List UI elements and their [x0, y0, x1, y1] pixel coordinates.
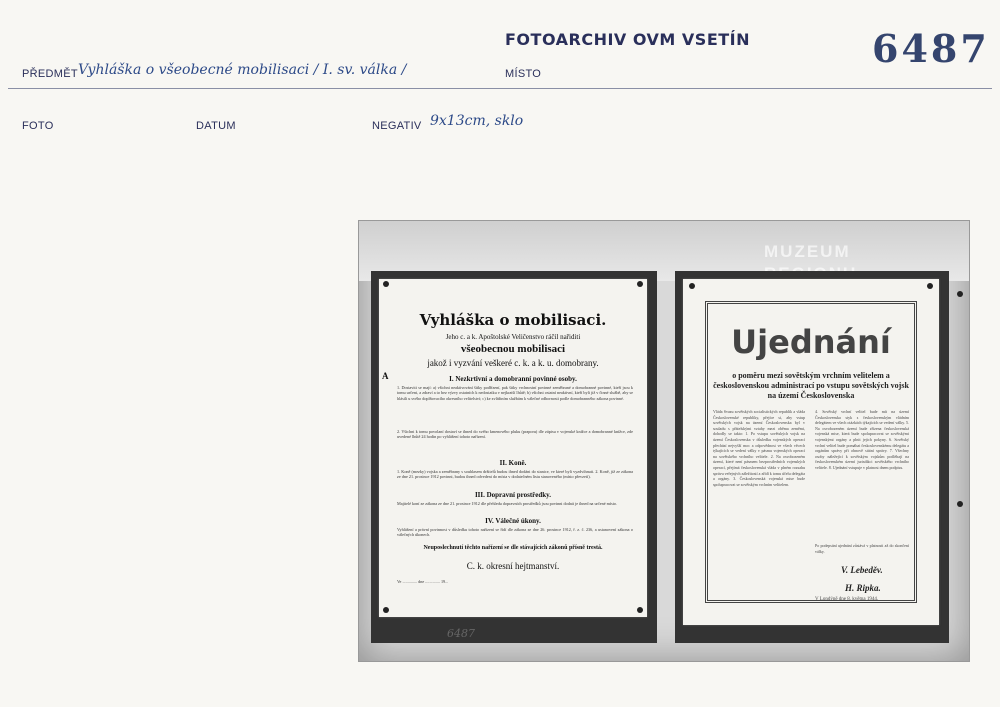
- header-divider: [8, 88, 992, 89]
- poster-column: Vláda Svazu sovětských socialistických republik a vláda Československé republiky, přejíce si, aby vstup sovětských vojsk na území Československa byl v souladu s přátelskými vztahy mezi oběma zeměmi, dohodly se takto: 1. Po vstupu sovětských vojsk na území Československa v důsledku vojenských operací přechází nejvyšší moc a odpovědnost ve všech věcech týkajících se vedení války v pásmu vojenských operací na sovětského vrchního velitele. 2. Na osvobozeném území, které není pásmem bezprostředních vojenských operací, přejímá československá vláda v plném rozsahu správu veřejných záležitostí a zřídí k tomu účelu delegáta a orgány. 3. Československá vojenská mise bude spolupracovat se sovětským vrchním velitelem.: [713, 409, 805, 487]
- poster-section-heading: II. Koně.: [499, 459, 527, 467]
- label-foto: FOTO: [22, 120, 54, 132]
- poster-section-heading: I. Nezkrtivní a domobranní povinné osoby.: [449, 375, 577, 383]
- poster-body-text: Majitelé koní ze zákona ze dne 21. prosince 1912 dle přehledu dopravních prostředků jsou povinni dodati je ihned na určené místo.: [397, 501, 618, 506]
- place-date: V Londýně dne 8. května 1944.: [815, 597, 879, 602]
- pin: [383, 281, 389, 287]
- archival-photo: [358, 220, 970, 662]
- handwritten-subject: Vyhláška o všeobecné mobilisaci / I. sv. válka /: [78, 62, 407, 78]
- poster-authority: C. k. okresní hejtmanství.: [466, 561, 560, 571]
- photo-handwritten-number: 6487: [447, 627, 475, 640]
- poster-line: Jeho c. a k. Apoštolské Veličenstvo ráčil nařiditi: [445, 333, 581, 341]
- poster-subtitle: o poměru mezi sovětským vrchním velitelem a československou administrací po vstupu sovětských vojsk na území Československa: [713, 371, 909, 400]
- poster-body-text: Vyhlášení a právní povinnost v důsledku tohoto nařízení se řídí dle zákona ze dne 26. prosince 1912, ř. z. č. 236, a ustanovení zákona o válečných úkonech.: [397, 527, 633, 538]
- pin: [927, 283, 933, 289]
- label-misto: MÍSTO: [505, 68, 542, 80]
- poster-body-text: 1. Dostaviti se mají: a) všichni neaktivování šitky podřízení, pak šitky vrchnostní povinné zeměbrané a domobranné povinné, kteří jsou k tomu určeni, a zdraví a to bez výzvy ostatních k nedostatku v nejkratší lhůtě; b) všichni ostatní neaktivní, kteří byli již v činné službě, aby se hlásili u svého doplňovacího okresního velitelství; c) ke zvláštním službám k válečné odbornosti podle domobranného zákona povinné.: [397, 385, 633, 401]
- archive-title: FOTOARCHIV OVM VSETÍN: [505, 30, 750, 49]
- poster-date-line: Ve .............. dne .............. 19...: [397, 579, 449, 584]
- label-negativ: NEGATIV: [372, 120, 422, 132]
- signature: H. Ripka.: [845, 583, 881, 593]
- poster-title: Vyhláška o mobilisaci.: [419, 311, 607, 329]
- poster-column: 4. Sovětský vrchní velitel bude mít na území Československa styk s československým vládním delegátem ve všech otázkách týkajících se vedení války. 5. Na osvobozeném území bude zřízena československá vojenská mise, která bude spolupracovat se sovětskými vojenskými orgány a plnit jejich pokyny. 6. Sovětský vrchní velitel bude pomáhat československému delegátu a orgánům správy při obnově státní správy. 7. Všechny osoby náležející k sovětským vojskům podléhají na československém území jurisdikci sovětského vrchního velitele. 8. Ujednání vstupuje v platnost dnem podpisu.: [815, 409, 909, 470]
- pin: [637, 607, 643, 613]
- watermark-line: MUZEUM: [764, 242, 851, 261]
- pin: [957, 501, 963, 507]
- poster-section-heading: IV. Válečné úkony.: [485, 517, 541, 525]
- label-datum: DATUM: [196, 120, 236, 132]
- poster-agreement: [683, 279, 939, 625]
- handwritten-negative: 9x13cm, sklo: [430, 113, 524, 129]
- pin: [637, 281, 643, 287]
- pin: [383, 607, 389, 613]
- catalog-number: 6487: [872, 26, 990, 71]
- signature: V. Lebeděv.: [841, 565, 883, 575]
- poster-body-text: 1. Koně (mezky) vojska a zeměbrany s souhlasem držitelů budou ihned dodáni do stanice, ve které byli vyzdvihnuti. 2. Koně, již ze zákona ze dne 21. prosince 1912 povinni, budou ihned odvedeni do místa v dodatečném listu stanoveného (místo převzetí).: [397, 469, 633, 480]
- poster-headline: všeobecnou mobilisaci: [460, 343, 566, 355]
- poster-warning: Neuposlechnutí těchto nařízení se dle stávajících zákonů přísně trestá.: [423, 545, 603, 551]
- poster-mobilisation: [379, 279, 647, 617]
- poster-section-heading: III. Dopravní prostředky.: [474, 491, 552, 499]
- pin: [957, 291, 963, 297]
- poster-body-text: 2. Všichni k tomu povolaní dostaví se ihned do svého kmenového pluku (praporu) dle zápisu v vojenské knížce a domobranné knížce, zde uvedené lhůtě 24 hodin po vyhlášení tohoto nařízení.: [397, 429, 633, 440]
- pin: [689, 283, 695, 289]
- poster-column: Po podepsání ujednání zůstává v platnosti až do skončení války.: [815, 543, 909, 554]
- label-predmet: PŘEDMĚT: [22, 68, 78, 80]
- poster-marker: A: [382, 371, 389, 381]
- poster-line: jakož i vyzvání veškeré c. k. a k. u. domobrany.: [427, 358, 599, 368]
- poster-title: Ujednání: [731, 323, 891, 361]
